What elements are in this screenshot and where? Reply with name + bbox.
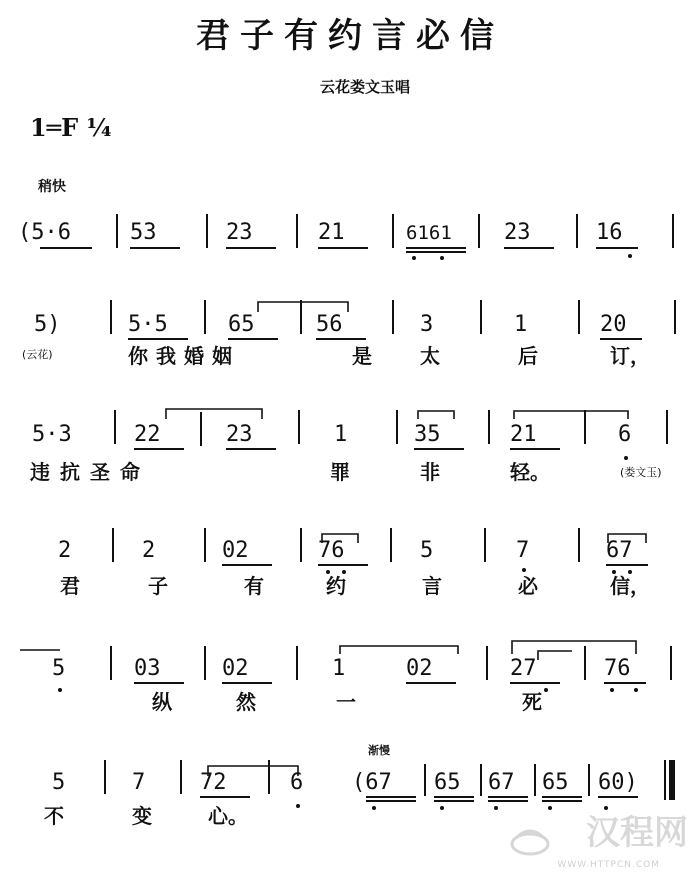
barline [204,528,206,562]
lyric: 你我婚姻 [128,344,240,368]
note-group-r5-6: 27 [510,656,537,681]
note-group-r2-2: 5·5 [128,312,168,337]
watermark-url: WWW.HTTPCN.COM [557,860,660,870]
barline [588,764,590,796]
note-group-r4-6: 7 [516,538,530,563]
lyric: 非 [420,460,440,484]
note-group-r5-4: 1 [332,656,346,681]
lyric: 轻。 [510,460,550,484]
lyric: 不 [44,804,64,828]
note-group-r4-5: 5 [420,538,434,563]
double-underline [542,800,582,802]
barline [204,300,206,334]
note-group-r4-7: 67 [606,538,633,563]
note-group-r3-2: 22 [134,422,161,447]
note-group-r1-4: 21 [318,220,345,245]
note-group-r5-3: 02 [222,656,249,681]
lyric: 必 [518,574,538,598]
underline [226,448,276,450]
underline [600,338,642,340]
low-octave-dot [58,688,62,692]
underline [134,448,184,450]
watermark-logo-icon [508,824,552,858]
underline [318,564,368,566]
barline [578,300,580,334]
barline [296,646,298,680]
note-group-r6-4: 6 [290,770,304,795]
barline [300,528,302,562]
low-octave-dot [494,806,498,810]
barline [484,528,486,562]
lyric: 纵 [152,690,172,714]
note-group-r4-4: 76 [318,538,345,563]
underline [606,564,648,566]
barline [206,214,208,248]
underline [542,796,582,798]
note-group-r6-7: 67 [488,770,515,795]
underline [510,448,560,450]
lyric: 是 [352,344,372,368]
low-octave-dot [522,568,526,572]
barline [584,410,586,444]
note-group-r6-3: 72 [200,770,227,795]
double-underline [366,800,416,802]
watermark-text: 汉程网 [586,813,688,853]
note-group-r5-7: 76 [604,656,631,681]
note-group-r5-2: 03 [134,656,161,681]
song-title: 君子有约言必信 [196,16,504,56]
underline [200,796,250,798]
lyric: 心。 [208,804,248,828]
barline [392,214,394,248]
note-group-r2-7: 20 [600,312,627,337]
barline [114,410,116,444]
note-group-r6-2: 7 [132,770,146,795]
underline [134,682,184,684]
barline [480,764,482,796]
lyric: 一 [336,690,356,714]
final-barline-thick [669,760,675,800]
barline [478,214,480,248]
underline [406,682,456,684]
barline [578,528,580,562]
note-group-r5-1: 5 [52,656,66,681]
note-group-r1-6: 23 [504,220,531,245]
low-octave-dot [548,806,552,810]
underline [488,796,528,798]
low-octave-dot [634,688,638,692]
lyric: 死 [522,690,542,714]
note-group-r3-4: 1 [334,422,348,447]
underline [228,338,278,340]
barline [392,300,394,334]
note-group-r6-9: 60) [598,770,638,795]
underline [366,796,416,798]
barline [296,214,298,248]
low-octave-dot [296,804,300,808]
underline [604,682,646,684]
barline [390,528,392,562]
note-group-r1-3: 23 [226,220,253,245]
low-octave-dot [440,806,444,810]
note-group-r3-7: 6 [618,422,632,447]
lyric: 约 [326,574,346,598]
note-group-r3-3: 23 [226,422,253,447]
lyric: 信， [610,574,650,598]
barline [674,300,676,334]
lyric: 后 [518,344,538,368]
role-label: (云花) [22,348,53,361]
double-underline [406,251,466,253]
underline [414,448,464,450]
underline [226,247,276,249]
tempo-marking-rit: 渐慢 [368,744,390,757]
note-group-r1-5: 6161 [406,222,452,244]
low-octave-dot [628,254,632,258]
barline [110,300,112,334]
note-group-r3-1: 5·3 [32,422,72,447]
double-underline [434,800,474,802]
low-octave-dot [440,256,444,260]
underline [406,247,466,249]
lyric: 然 [236,690,256,714]
lyric: 变 [132,804,152,828]
barline [116,214,118,248]
note-group-r3-5: 35 [414,422,441,447]
note-group-r1-2: 53 [130,220,157,245]
double-underline [488,800,528,802]
barline [300,300,302,334]
barline [534,764,536,796]
lyric: 违抗圣命 [30,460,150,484]
underline [222,682,272,684]
note-group-r1-7: 16 [596,220,623,245]
barline [480,300,482,334]
note-group-r2-6: 1 [514,312,528,337]
low-octave-dot [610,688,614,692]
note-group-r4-3: 02 [222,538,249,563]
barline [104,760,106,794]
final-barline-thin [664,760,666,800]
barline [488,410,490,444]
underline [598,796,638,798]
tempo-marking: 稍快 [38,179,66,195]
low-octave-dot [412,256,416,260]
note-group-r6-1: 5 [52,770,66,795]
low-octave-dot [372,806,376,810]
barline [576,214,578,248]
lyric: 言 [422,574,442,598]
barline [112,528,114,562]
note-group-r2-3: 65 [228,312,255,337]
barline [670,646,672,680]
note-group-r4-1: 2 [58,538,72,563]
barline [584,646,586,680]
lyric: 有 [244,574,264,598]
barline [180,760,182,794]
low-octave-dot [544,688,548,692]
lyric: 罪 [330,460,350,484]
barline [486,646,488,680]
underline [318,247,368,249]
lyric: 君 [60,574,80,598]
note-group-r2-5: 3 [420,312,434,337]
note-group-r5-5: 02 [406,656,433,681]
barline [396,410,398,444]
underline [128,338,188,340]
role-label: (娄文玉) [620,466,662,479]
note-group-r6-5: (67 [352,770,392,795]
singer-credit: 云花娄文玉唱 [319,78,410,96]
barline [666,410,668,444]
underline [130,247,180,249]
barline [268,760,270,794]
key-signature: 1═F ¼ [30,113,112,142]
note-group-r6-6: 65 [434,770,461,795]
underline [510,682,560,684]
note-group-r3-6: 21 [510,422,537,447]
barline [298,410,300,444]
note-group-r6-8: 65 [542,770,569,795]
barline [424,764,426,796]
underline [434,796,474,798]
low-octave-dot [624,456,628,460]
note-group-r2-4: 56 [316,312,343,337]
barline [204,646,206,680]
note-group-r2-1: 5) [34,312,61,337]
barline [200,412,202,446]
underline [504,247,554,249]
barline [110,646,112,680]
underline [40,247,92,249]
note-group-r1-1: (5·6 [18,220,71,245]
note-group-r4-2: 2 [142,538,156,563]
underline [596,247,638,249]
lyric: 子 [148,574,168,598]
underline [316,338,366,340]
underline [222,564,272,566]
lyric: 太 [420,344,440,368]
barline [672,214,674,248]
lyric: 订， [610,344,650,368]
